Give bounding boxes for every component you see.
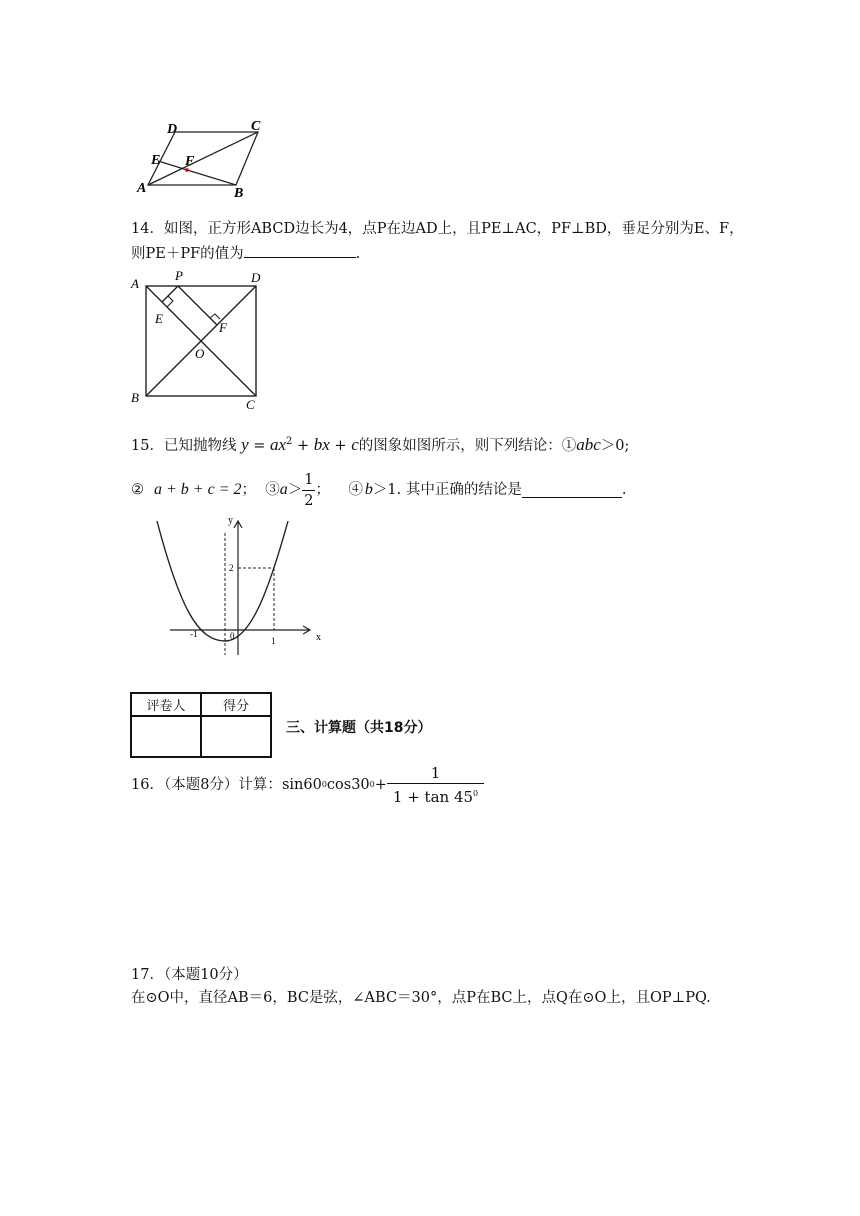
label-C: C <box>251 119 261 134</box>
q16-cos30: cos30 <box>326 777 370 793</box>
q14-line2 <box>131 243 360 264</box>
q15-fraction-den: 2 <box>304 492 314 509</box>
label-A: A <box>131 276 139 291</box>
q15-eq-y: y <box>241 434 249 454</box>
q15-circle4: ； ④ <box>315 482 363 498</box>
label-B: B <box>234 186 244 201</box>
q15-eq-ax: ax <box>269 434 287 454</box>
q15-prefix: 15．已知抛物线 <box>131 437 237 454</box>
tick-2: 2 <box>229 563 234 573</box>
q15-cond4-b: b <box>364 481 373 498</box>
label-D: D <box>167 122 178 137</box>
q15-answer-blank[interactable] <box>522 483 622 498</box>
q16-fraction-den <box>387 784 484 807</box>
q15-fraction-half <box>302 470 315 511</box>
q14-line2-text: 则PE＋PF的值为 <box>131 246 244 262</box>
q15-circle2: ② <box>131 482 144 498</box>
figure-q14-square <box>128 268 273 413</box>
tick-neg1: -1 <box>190 629 198 639</box>
label-P: P <box>175 268 183 283</box>
axis-y-label: y <box>228 515 233 526</box>
label-C: C <box>246 397 255 412</box>
q15-eq-sup: 2 <box>286 436 293 447</box>
figure-q13-parallelogram <box>135 115 280 205</box>
score-table-header-grader: 评卷人 <box>131 693 201 716</box>
q15-eq-c: c <box>351 434 359 454</box>
label-D: D <box>251 270 261 285</box>
score-table-header-score: 得分 <box>201 693 271 716</box>
q15-eq-bx: bx <box>313 434 330 454</box>
label-F: F <box>185 154 195 169</box>
score-table-grader-cell[interactable] <box>131 716 201 757</box>
figure-q15-parabola <box>150 513 335 663</box>
q16-deg3: 0 <box>473 789 479 798</box>
label-E: E <box>155 311 163 326</box>
q15-cond3-gt: ＞ <box>287 482 303 498</box>
q15-eq-plus2: + <box>329 437 352 454</box>
label-F: F <box>219 320 227 335</box>
tick-1: 1 <box>271 636 276 646</box>
q15-line1 <box>131 432 629 456</box>
label-B: B <box>131 390 139 405</box>
q15-eq-sign: = <box>248 437 270 454</box>
q14-line2-end: . <box>355 246 361 262</box>
q16-plus: + <box>374 777 387 793</box>
axis-x-label: x <box>316 632 321 643</box>
label-A: A <box>137 181 147 196</box>
q14-answer-blank[interactable] <box>244 243 356 258</box>
q15-after-eq: 的图象如图所示，则下列结论：① <box>358 437 577 454</box>
q15-eq-plus1: + <box>292 437 314 454</box>
tick-0: 0 <box>230 631 235 641</box>
q16-fraction-num: 1 <box>387 763 484 784</box>
q16-deg2: 0 <box>369 780 375 789</box>
q16-sin60: sin60 <box>281 777 322 793</box>
q15-circle3: ； ③ <box>241 482 280 498</box>
q14-line1: 14．如图，正方形ABCD边长为4，点P在边AD上，且PE⊥AC，PF⊥BD，垂足分别为E、F， <box>131 221 744 237</box>
q15-cond1: ＞0; <box>600 437 630 454</box>
q15-abc: abc <box>576 434 601 454</box>
q15-line2 <box>131 470 626 510</box>
q15-tail: ＞1. 其中正确的结论是 <box>372 482 522 498</box>
q15-end: . <box>621 482 627 498</box>
section-3-title: 三、计算题（共18分） <box>286 720 432 736</box>
score-table-score-cell[interactable] <box>201 716 271 757</box>
q16-fraction <box>387 763 484 807</box>
score-table <box>130 692 272 758</box>
q15-cond2: a + b + c = 2 <box>154 481 242 498</box>
label-O: O <box>195 346 205 361</box>
q17-line2: 在⊙O中，直径AB＝6，BC是弦，∠ABC＝30°，点P在BC上，点Q在⊙O上，且OP⊥PQ. <box>131 990 711 1006</box>
q16-deg1: 0 <box>321 780 327 789</box>
q16-prefix: 16．（本题8分）计算： <box>131 777 282 793</box>
q17-line1: 17．（本题10分） <box>131 967 248 983</box>
q16-line <box>131 760 484 810</box>
q16-den-text: 1 + tan 45 <box>392 788 474 806</box>
q15-cond3-a: a <box>279 481 288 498</box>
q15-fraction-num: 1 <box>302 470 315 491</box>
label-E: E <box>151 153 161 168</box>
